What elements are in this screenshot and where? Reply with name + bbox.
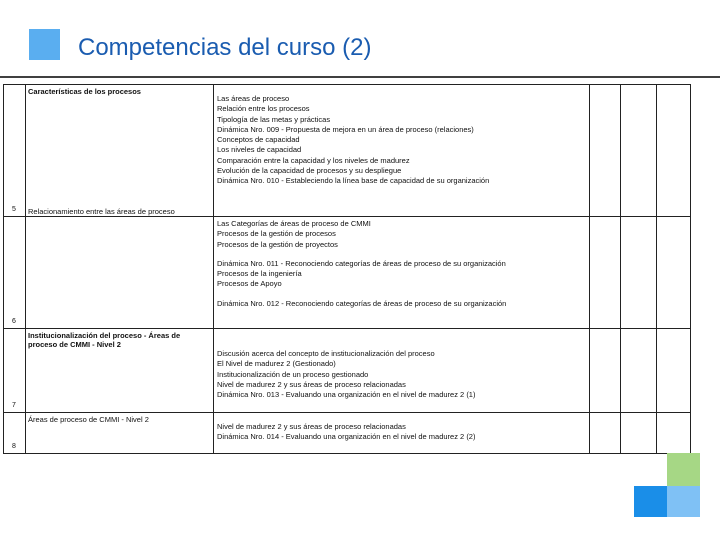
table-row — [4, 85, 691, 217]
session-number: 7 — [12, 402, 16, 409]
topics-cell — [214, 413, 590, 454]
section-title: Áreas de proceso de CMMI - Nivel 2 — [28, 415, 149, 424]
topic-item: Relación entre los procesos — [217, 104, 310, 114]
decorative-blue-square — [634, 486, 667, 517]
topic-item: Discusión acerca del concepto de institucionalización del proceso — [217, 349, 435, 358]
empty-cell — [657, 85, 691, 217]
decorative-light-blue-square — [667, 486, 700, 517]
topic-item: Dinámica Nro. 010 - Estableciendo la línea base de capacidad de su organización — [217, 176, 490, 186]
session-number-cell — [4, 413, 26, 454]
topic-item: Las áreas de proceso — [217, 94, 290, 103]
empty-cell — [621, 413, 657, 454]
topic-item: Dinámica Nro. 013 - Evaluando una organización en el nivel de madurez 2 (1) — [217, 390, 476, 400]
topic-item: Nivel de madurez 2 y sus áreas de proceso relacionadas — [217, 422, 406, 431]
topic-item: Procesos de la gestión de procesos — [217, 229, 336, 239]
topic-item: Evolución de la capacidad de procesos y su despliegue — [217, 166, 402, 176]
empty-cell — [657, 217, 691, 329]
topic-item: Institucionalización de un proceso gestionado — [217, 369, 369, 379]
topic-item: Procesos de Apoyo — [217, 279, 282, 289]
session-number: 8 — [12, 443, 16, 450]
section-title: Institucionalización del proceso - Áreas de proceso de CMMI - Nivel 2 — [28, 331, 181, 349]
empty-cell — [590, 217, 621, 329]
topic-item: Los niveles de capacidad — [217, 145, 302, 155]
decorative-green-square — [667, 453, 700, 486]
course-schedule-table — [3, 84, 691, 454]
empty-cell — [590, 329, 621, 413]
empty-cell — [621, 217, 657, 329]
topic-item: Procesos de la gestión de proyectos — [217, 239, 338, 249]
topic-item: Dinámica Nro. 009 - Propuesta de mejora en un área de proceso (relaciones) — [217, 124, 474, 134]
session-number-cell — [4, 85, 26, 217]
title-bullet-square — [29, 29, 60, 60]
topic-item: Dinámica Nro. 011 - Reconociendo categorías de áreas de proceso de su organización — [217, 258, 506, 268]
topic-item: Procesos de la ingeniería — [217, 269, 302, 279]
topic-item: Conceptos de capacidad — [217, 135, 300, 145]
session-number-cell — [4, 329, 26, 413]
topic-item: Comparación entre la capacidad y los niveles de madurez — [217, 155, 410, 165]
empty-cell — [590, 85, 621, 217]
table-row — [4, 329, 691, 413]
topic-item: Dinámica Nro. 014 - Evaluando una organización en el nivel de madurez 2 (2) — [217, 432, 476, 442]
topic-item: Tipología de las metas y prácticas — [217, 114, 331, 124]
empty-cell — [590, 413, 621, 454]
topic-item: Las Categorías de áreas de proceso de CMMI — [217, 219, 371, 228]
section-title: Características de los procesos — [28, 87, 141, 96]
empty-cell — [657, 413, 691, 454]
session-number-cell — [4, 217, 26, 329]
session-number: 5 — [12, 206, 16, 213]
topics-cell — [214, 329, 590, 413]
empty-cell — [621, 85, 657, 217]
topics-cell — [214, 85, 590, 217]
topics-cell — [214, 217, 590, 329]
section-title: Relacionamiento entre las áreas de proceso — [28, 207, 175, 216]
table-row — [4, 413, 691, 454]
topic-item: El Nivel de madurez 2 (Gestionado) — [217, 359, 336, 369]
session-number: 6 — [12, 318, 16, 325]
topic-item: Nivel de madurez 2 y sus áreas de proceso relacionadas — [217, 379, 406, 389]
section-cell — [26, 329, 214, 413]
empty-cell — [657, 329, 691, 413]
section-cell — [26, 217, 214, 329]
section-cell — [26, 413, 214, 454]
topic-item: Dinámica Nro. 012 - Reconociendo categorías de áreas de proceso de su organización — [217, 298, 507, 308]
table-row — [4, 217, 691, 329]
empty-cell — [621, 329, 657, 413]
section-cell — [26, 85, 214, 217]
page-title: Competencias del curso (2) — [78, 34, 372, 61]
title-divider — [0, 76, 720, 78]
